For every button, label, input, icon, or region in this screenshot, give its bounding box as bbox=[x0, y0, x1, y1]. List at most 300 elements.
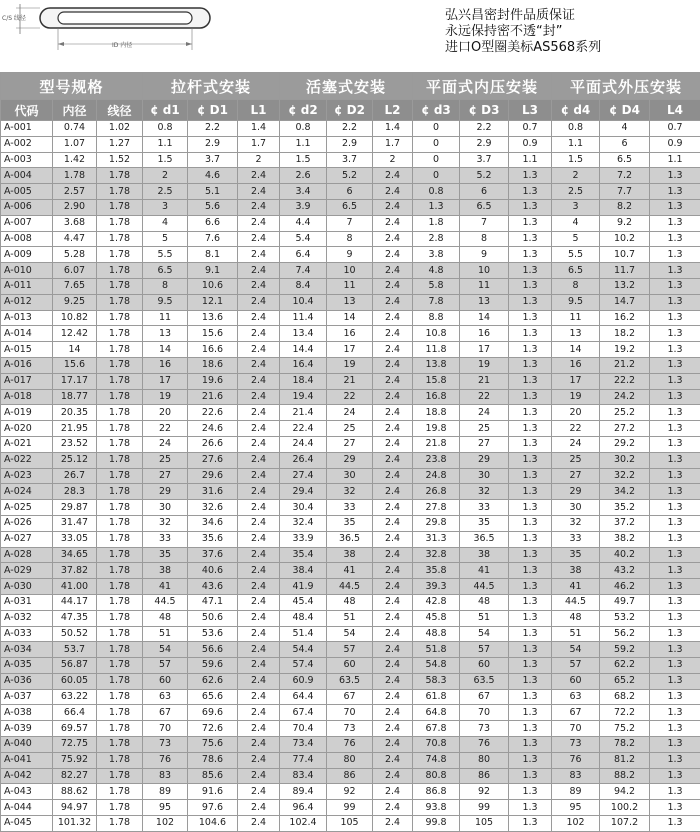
table-cell: 19.4 bbox=[280, 389, 327, 405]
row-code-cell: A-008 bbox=[1, 231, 53, 247]
table-cell: 67 bbox=[460, 689, 509, 705]
table-cell: 2.9 bbox=[327, 136, 373, 152]
table-cell: 57 bbox=[552, 658, 600, 674]
table-cell: 59.6 bbox=[188, 658, 238, 674]
table-cell: 22.2 bbox=[600, 373, 650, 389]
table-cell: 54 bbox=[143, 642, 188, 658]
table-cell: 3.7 bbox=[188, 152, 238, 168]
table-cell: 1.3 bbox=[509, 705, 552, 721]
table-cell: 35.2 bbox=[600, 500, 650, 516]
table-cell: 1.4 bbox=[238, 121, 280, 137]
table-cell: 2.4 bbox=[373, 436, 413, 452]
row-code-cell: A-020 bbox=[1, 421, 53, 437]
table-cell: 2.4 bbox=[238, 436, 280, 452]
table-row bbox=[1, 547, 700, 563]
table-cell: 2.4 bbox=[373, 626, 413, 642]
table-cell: 2.4 bbox=[373, 373, 413, 389]
table-cell: 1.3 bbox=[650, 484, 700, 500]
table-cell: 19.6 bbox=[188, 373, 238, 389]
table-cell: 17 bbox=[460, 342, 509, 358]
table-cell: 9.25 bbox=[53, 294, 97, 310]
table-cell: 2.4 bbox=[373, 294, 413, 310]
table-cell: 5.5 bbox=[143, 247, 188, 263]
table-cell: 1.3 bbox=[509, 405, 552, 421]
table-cell: 1.3 bbox=[650, 468, 700, 484]
table-cell: 2.4 bbox=[238, 263, 280, 279]
table-cell: 32.4 bbox=[280, 515, 327, 531]
table-cell: 9 bbox=[327, 247, 373, 263]
table-cell: 1.3 bbox=[650, 263, 700, 279]
row-code-cell: A-027 bbox=[1, 531, 53, 547]
table-cell: 30.2 bbox=[600, 452, 650, 468]
table-cell: 35 bbox=[327, 515, 373, 531]
table-cell: 1.78 bbox=[97, 278, 143, 294]
table-cell: 76 bbox=[552, 752, 600, 768]
table-cell: 37.6 bbox=[188, 547, 238, 563]
table-cell: 2.4 bbox=[238, 310, 280, 326]
table-cell: 48 bbox=[552, 610, 600, 626]
table-cell: 29.87 bbox=[53, 500, 97, 516]
row-code-cell: A-042 bbox=[1, 768, 53, 784]
table-cell: 1.3 bbox=[509, 579, 552, 595]
table-cell: 1.3 bbox=[509, 642, 552, 658]
table-cell: 54.8 bbox=[413, 658, 460, 674]
table-cell: 18.6 bbox=[188, 357, 238, 373]
row-code-cell: A-009 bbox=[1, 247, 53, 263]
table-cell: 18.4 bbox=[280, 373, 327, 389]
table-cell: 13.2 bbox=[600, 278, 650, 294]
table-cell: 96.4 bbox=[280, 800, 327, 816]
table-cell: 65.2 bbox=[600, 673, 650, 689]
table-cell: 35.4 bbox=[280, 547, 327, 563]
table-cell: 2.4 bbox=[373, 737, 413, 753]
table-cell: 75.6 bbox=[188, 737, 238, 753]
table-cell: 2.4 bbox=[373, 278, 413, 294]
brand-line-2: 永远保持密不透“封” bbox=[445, 24, 601, 40]
table-row bbox=[1, 357, 700, 373]
table-cell: 1.3 bbox=[650, 421, 700, 437]
table-cell: 75.2 bbox=[600, 721, 650, 737]
table-cell: 16 bbox=[327, 326, 373, 342]
table-row bbox=[1, 152, 700, 168]
row-code-cell: A-039 bbox=[1, 721, 53, 737]
table-cell: 26.7 bbox=[53, 468, 97, 484]
table-row bbox=[1, 247, 700, 263]
row-code-cell: A-028 bbox=[1, 547, 53, 563]
table-cell: 1.78 bbox=[97, 199, 143, 215]
table-cell: 1.3 bbox=[650, 642, 700, 658]
table-cell: 88.62 bbox=[53, 784, 97, 800]
table-cell: 1.3 bbox=[509, 168, 552, 184]
table-cell: 2.4 bbox=[238, 452, 280, 468]
table-cell: 2.2 bbox=[460, 121, 509, 137]
row-code-cell: A-021 bbox=[1, 436, 53, 452]
table-cell: 4.6 bbox=[188, 168, 238, 184]
table-cell: 1.3 bbox=[650, 658, 700, 674]
table-row bbox=[1, 278, 700, 294]
table-cell: 1.3 bbox=[509, 184, 552, 200]
table-row bbox=[1, 673, 700, 689]
table-cell: 13 bbox=[327, 294, 373, 310]
table-row bbox=[1, 184, 700, 200]
column-header: ¢ D2 bbox=[327, 100, 373, 121]
table-cell: 4 bbox=[552, 215, 600, 231]
table-cell: 29.2 bbox=[600, 436, 650, 452]
table-cell: 2.4 bbox=[238, 468, 280, 484]
table-cell: 26.4 bbox=[280, 452, 327, 468]
table-cell: 10.6 bbox=[188, 278, 238, 294]
table-cell: 107.2 bbox=[600, 816, 650, 832]
table-cell: 63.5 bbox=[327, 673, 373, 689]
table-cell: 15.6 bbox=[188, 326, 238, 342]
table-cell: 1.3 bbox=[509, 278, 552, 294]
table-cell: 7.4 bbox=[280, 263, 327, 279]
table-cell: 21.4 bbox=[280, 405, 327, 421]
table-cell: 3.7 bbox=[327, 152, 373, 168]
table-cell: 6.07 bbox=[53, 263, 97, 279]
brand-text bbox=[445, 8, 601, 56]
table-cell: 31.47 bbox=[53, 515, 97, 531]
table-cell: 7.2 bbox=[600, 168, 650, 184]
table-row bbox=[1, 816, 700, 832]
table-cell: 0.8 bbox=[143, 121, 188, 137]
table-cell: 1.02 bbox=[97, 121, 143, 137]
table-cell: 17 bbox=[552, 373, 600, 389]
table-cell: 4.47 bbox=[53, 231, 97, 247]
table-cell: 2.4 bbox=[373, 800, 413, 816]
row-code-cell: A-026 bbox=[1, 515, 53, 531]
row-code-cell: A-017 bbox=[1, 373, 53, 389]
table-cell: 2.4 bbox=[373, 310, 413, 326]
table-cell: 24.4 bbox=[280, 436, 327, 452]
table-cell: 1.3 bbox=[650, 199, 700, 215]
table-cell: 102 bbox=[552, 816, 600, 832]
table-cell: 3.7 bbox=[460, 152, 509, 168]
row-code-cell: A-031 bbox=[1, 594, 53, 610]
table-cell: 50.6 bbox=[188, 610, 238, 626]
table-cell: 67 bbox=[552, 705, 600, 721]
table-row bbox=[1, 326, 700, 342]
table-row bbox=[1, 737, 700, 753]
table-cell: 13.4 bbox=[280, 326, 327, 342]
table-cell: 21 bbox=[327, 373, 373, 389]
table-cell: 33.9 bbox=[280, 531, 327, 547]
table-cell: 25.2 bbox=[600, 405, 650, 421]
table-cell: 2.4 bbox=[373, 452, 413, 468]
table-cell: 1.78 bbox=[97, 184, 143, 200]
row-code-cell: A-024 bbox=[1, 484, 53, 500]
table-cell: 88.2 bbox=[600, 768, 650, 784]
table-cell: 1.3 bbox=[509, 199, 552, 215]
table-cell: 2.4 bbox=[373, 326, 413, 342]
table-cell: 0 bbox=[413, 121, 460, 137]
table-cell: 6.5 bbox=[327, 199, 373, 215]
table-cell: 1.3 bbox=[650, 610, 700, 626]
table-cell: 2.4 bbox=[238, 531, 280, 547]
table-cell: 2.4 bbox=[238, 168, 280, 184]
table-cell: 1.78 bbox=[97, 816, 143, 832]
table-cell: 1.5 bbox=[143, 152, 188, 168]
table-cell: 2.4 bbox=[373, 658, 413, 674]
table-cell: 8 bbox=[143, 278, 188, 294]
table-cell: 38 bbox=[327, 547, 373, 563]
table-cell: 89 bbox=[552, 784, 600, 800]
table-cell: 2.4 bbox=[373, 689, 413, 705]
table-cell: 0 bbox=[413, 136, 460, 152]
table-cell: 1.3 bbox=[650, 231, 700, 247]
table-cell: 27.2 bbox=[600, 421, 650, 437]
table-cell: 6.5 bbox=[600, 152, 650, 168]
table-cell: 35 bbox=[460, 515, 509, 531]
table-cell: 2.4 bbox=[238, 326, 280, 342]
table-cell: 8 bbox=[327, 231, 373, 247]
table-cell: 5.2 bbox=[327, 168, 373, 184]
table-cell: 70 bbox=[327, 705, 373, 721]
table-cell: 9 bbox=[460, 247, 509, 263]
column-header-row bbox=[1, 100, 700, 121]
table-cell: 2.4 bbox=[238, 247, 280, 263]
table-cell: 23.8 bbox=[413, 452, 460, 468]
table-cell: 2.4 bbox=[373, 673, 413, 689]
table-cell: 0.8 bbox=[280, 121, 327, 137]
table-cell: 38.4 bbox=[280, 563, 327, 579]
table-cell: 1.78 bbox=[97, 373, 143, 389]
table-cell: 21.8 bbox=[413, 436, 460, 452]
table-cell: 29 bbox=[460, 452, 509, 468]
table-cell: 1.3 bbox=[650, 784, 700, 800]
table-cell: 1.78 bbox=[97, 326, 143, 342]
table-cell: 104.6 bbox=[188, 816, 238, 832]
table-cell: 33 bbox=[552, 531, 600, 547]
table-cell: 6.5 bbox=[552, 263, 600, 279]
table-cell: 25 bbox=[143, 452, 188, 468]
table-cell: 2.4 bbox=[373, 342, 413, 358]
table-cell: 38 bbox=[552, 563, 600, 579]
table-cell: 2.57 bbox=[53, 184, 97, 200]
table-cell: 1.3 bbox=[509, 515, 552, 531]
table-cell: 10.7 bbox=[600, 247, 650, 263]
table-cell: 44.5 bbox=[327, 579, 373, 595]
table-cell: 58.3 bbox=[413, 673, 460, 689]
table-cell: 1.78 bbox=[97, 421, 143, 437]
table-cell: 18.8 bbox=[413, 405, 460, 421]
table-cell: 8.1 bbox=[188, 247, 238, 263]
table-cell: 1.3 bbox=[650, 215, 700, 231]
table-cell: 86 bbox=[460, 768, 509, 784]
table-cell: 1.3 bbox=[650, 452, 700, 468]
table-cell: 2.4 bbox=[238, 642, 280, 658]
table-cell: 1.78 bbox=[97, 642, 143, 658]
table-cell: 19 bbox=[552, 389, 600, 405]
table-cell: 2.4 bbox=[373, 484, 413, 500]
table-cell: 1.78 bbox=[97, 310, 143, 326]
table-row bbox=[1, 373, 700, 389]
table-cell: 1.3 bbox=[509, 500, 552, 516]
table-row bbox=[1, 294, 700, 310]
table-cell: 56.2 bbox=[600, 626, 650, 642]
table-cell: 1.3 bbox=[650, 389, 700, 405]
table-cell: 1.3 bbox=[509, 263, 552, 279]
table-cell: 0.7 bbox=[650, 121, 700, 137]
table-cell: 2.4 bbox=[238, 579, 280, 595]
id-label: ID 内径 bbox=[112, 41, 132, 49]
table-cell: 38 bbox=[460, 547, 509, 563]
table-cell: 1.3 bbox=[509, 421, 552, 437]
table-cell: 29 bbox=[143, 484, 188, 500]
table-cell: 1.78 bbox=[97, 721, 143, 737]
table-cell: 9.5 bbox=[552, 294, 600, 310]
table-cell: 44.5 bbox=[552, 594, 600, 610]
table-cell: 78.6 bbox=[188, 752, 238, 768]
table-cell: 89.4 bbox=[280, 784, 327, 800]
table-cell: 1.78 bbox=[97, 247, 143, 263]
table-cell: 92 bbox=[327, 784, 373, 800]
row-code-cell: A-004 bbox=[1, 168, 53, 184]
table-cell: 5 bbox=[552, 231, 600, 247]
table-cell: 3.8 bbox=[413, 247, 460, 263]
table-cell: 30 bbox=[327, 468, 373, 484]
table-cell: 7.8 bbox=[413, 294, 460, 310]
row-code-cell: A-005 bbox=[1, 184, 53, 200]
table-cell: 2.4 bbox=[238, 199, 280, 215]
table-cell: 2.4 bbox=[238, 768, 280, 784]
table-cell: 1.3 bbox=[650, 515, 700, 531]
table-cell: 1.78 bbox=[97, 357, 143, 373]
table-cell: 9.1 bbox=[188, 263, 238, 279]
table-cell: 5 bbox=[143, 231, 188, 247]
table-cell: 24 bbox=[552, 436, 600, 452]
group-header: 活塞式安装 bbox=[280, 73, 413, 100]
table-cell: 1.3 bbox=[650, 310, 700, 326]
table-cell: 62.6 bbox=[188, 673, 238, 689]
table-cell: 7.65 bbox=[53, 278, 97, 294]
table-cell: 1.42 bbox=[53, 152, 97, 168]
table-cell: 105 bbox=[327, 816, 373, 832]
table-cell: 1.3 bbox=[509, 436, 552, 452]
table-cell: 2.4 bbox=[373, 579, 413, 595]
table-row bbox=[1, 626, 700, 642]
table-cell: 2.4 bbox=[238, 626, 280, 642]
table-cell: 2.4 bbox=[373, 468, 413, 484]
table-cell: 2.4 bbox=[238, 500, 280, 516]
table-cell: 70 bbox=[143, 721, 188, 737]
table-cell: 1.3 bbox=[509, 531, 552, 547]
table-cell: 19.8 bbox=[413, 421, 460, 437]
table-cell: 2.4 bbox=[238, 547, 280, 563]
table-cell: 2.4 bbox=[238, 784, 280, 800]
table-cell: 14 bbox=[327, 310, 373, 326]
table-cell: 29.4 bbox=[280, 484, 327, 500]
column-header: ¢ D1 bbox=[188, 100, 238, 121]
table-cell: 1.78 bbox=[97, 405, 143, 421]
table-cell: 57 bbox=[327, 642, 373, 658]
table-cell: 6 bbox=[327, 184, 373, 200]
row-code-cell: A-018 bbox=[1, 389, 53, 405]
table-cell: 2.4 bbox=[373, 547, 413, 563]
table-cell: 1.3 bbox=[650, 294, 700, 310]
column-header: ¢ d3 bbox=[413, 100, 460, 121]
table-cell: 5.6 bbox=[188, 199, 238, 215]
table-cell: 2.4 bbox=[373, 500, 413, 516]
table-cell: 15.6 bbox=[53, 357, 97, 373]
column-header: ¢ d4 bbox=[552, 100, 600, 121]
table-row bbox=[1, 563, 700, 579]
table-cell: 102 bbox=[143, 816, 188, 832]
table-cell: 11 bbox=[327, 278, 373, 294]
table-cell: 21 bbox=[460, 373, 509, 389]
table-cell: 12.1 bbox=[188, 294, 238, 310]
table-cell: 99.8 bbox=[413, 816, 460, 832]
table-cell: 54 bbox=[327, 626, 373, 642]
table-cell: 10 bbox=[460, 263, 509, 279]
table-cell: 72.75 bbox=[53, 737, 97, 753]
table-cell: 48 bbox=[327, 594, 373, 610]
table-cell: 11.4 bbox=[280, 310, 327, 326]
table-cell: 29 bbox=[552, 484, 600, 500]
table-cell: 1.3 bbox=[509, 326, 552, 342]
table-cell: 1.3 bbox=[413, 199, 460, 215]
table-cell: 63 bbox=[552, 689, 600, 705]
table-cell: 33 bbox=[143, 531, 188, 547]
table-cell: 0.8 bbox=[413, 184, 460, 200]
table-cell: 65.6 bbox=[188, 689, 238, 705]
table-row bbox=[1, 579, 700, 595]
table-cell: 2.4 bbox=[373, 389, 413, 405]
table-cell: 2.4 bbox=[238, 278, 280, 294]
table-cell: 30.4 bbox=[280, 500, 327, 516]
table-cell: 36.5 bbox=[327, 531, 373, 547]
table-cell: 1.78 bbox=[97, 468, 143, 484]
table-cell: 22.4 bbox=[280, 421, 327, 437]
row-code-cell: A-041 bbox=[1, 752, 53, 768]
table-cell: 29.8 bbox=[413, 515, 460, 531]
table-cell: 2.4 bbox=[238, 563, 280, 579]
row-code-cell: A-019 bbox=[1, 405, 53, 421]
table-cell: 56.6 bbox=[188, 642, 238, 658]
table-cell: 2.4 bbox=[373, 610, 413, 626]
table-cell: 68.2 bbox=[600, 689, 650, 705]
table-cell: 101.32 bbox=[53, 816, 97, 832]
table-cell: 2.4 bbox=[238, 373, 280, 389]
table-row bbox=[1, 642, 700, 658]
table-cell: 10.82 bbox=[53, 310, 97, 326]
table-cell: 56.87 bbox=[53, 658, 97, 674]
table-cell: 44.17 bbox=[53, 594, 97, 610]
table-cell: 4 bbox=[143, 215, 188, 231]
table-cell: 54 bbox=[552, 642, 600, 658]
table-cell: 1.3 bbox=[509, 247, 552, 263]
table-cell: 1.3 bbox=[650, 800, 700, 816]
table-cell: 22 bbox=[143, 421, 188, 437]
table-cell: 1.3 bbox=[650, 247, 700, 263]
table-cell: 2.9 bbox=[188, 136, 238, 152]
table-cell: 80 bbox=[460, 752, 509, 768]
table-cell: 94.97 bbox=[53, 800, 97, 816]
table-cell: 2.4 bbox=[373, 752, 413, 768]
table-cell: 100.2 bbox=[600, 800, 650, 816]
table-cell: 2.9 bbox=[460, 136, 509, 152]
table-cell: 17 bbox=[327, 342, 373, 358]
table-cell: 73 bbox=[143, 737, 188, 753]
row-code-cell: A-010 bbox=[1, 263, 53, 279]
table-cell: 2.4 bbox=[373, 405, 413, 421]
table-cell: 6 bbox=[460, 184, 509, 200]
table-cell: 41 bbox=[552, 579, 600, 595]
table-cell: 2.4 bbox=[373, 784, 413, 800]
table-cell: 51 bbox=[460, 610, 509, 626]
row-code-cell: A-034 bbox=[1, 642, 53, 658]
table-cell: 3 bbox=[552, 199, 600, 215]
